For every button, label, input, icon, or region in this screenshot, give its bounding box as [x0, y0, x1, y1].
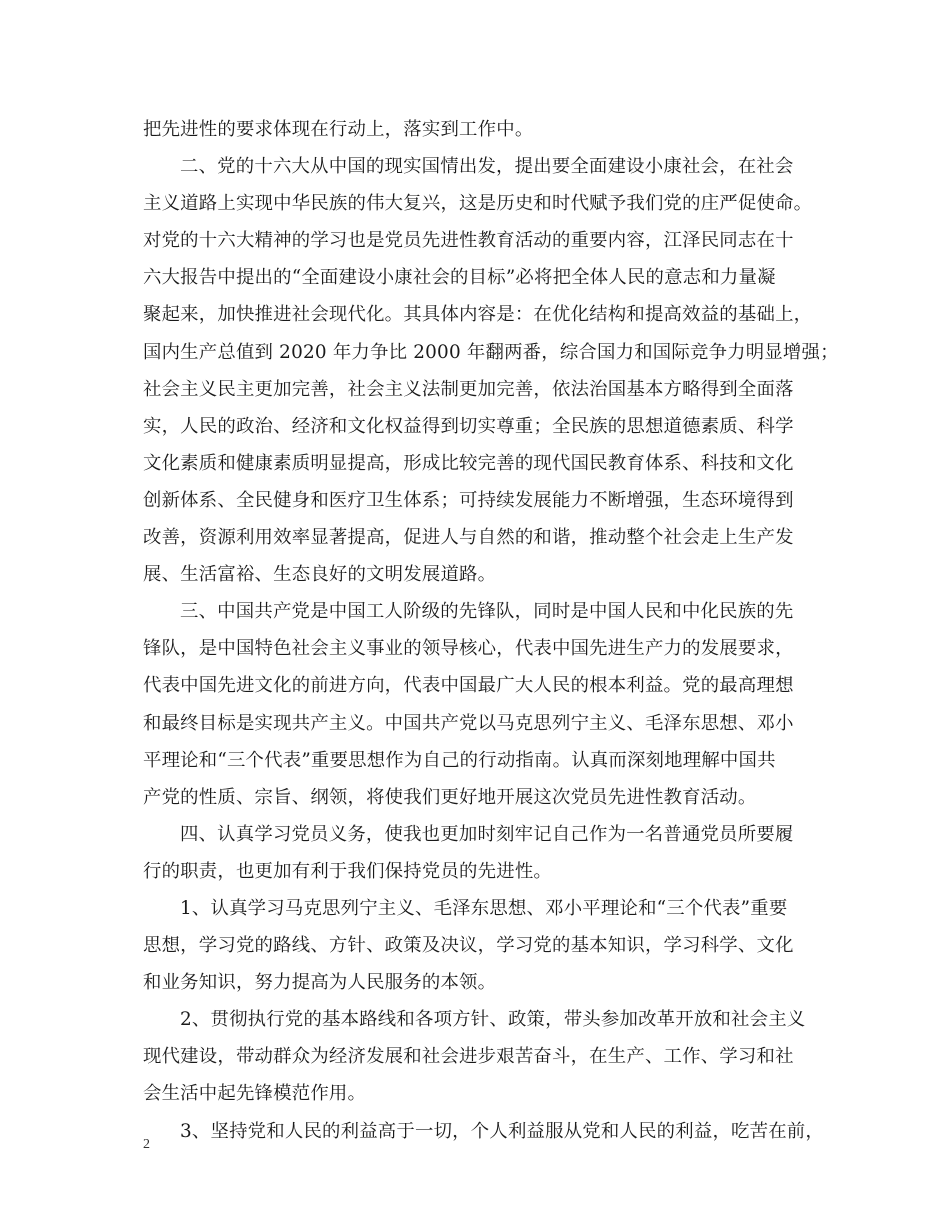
- page-number: 2: [143, 1137, 150, 1152]
- text-line: 思想，学习党的路线、方针、政策及决议，学习党的基本知识，学习科学、文化: [143, 935, 794, 957]
- text-line: 四、认真学习党员义务，使我也更加时刻牢记自己作为一名普通党员所要履: [180, 823, 794, 845]
- text-line: 文化素质和健康素质明显提高，形成比较完善的现代国民教育体系、科技和文化: [143, 452, 794, 474]
- text-line: 主义道路上实现中华民族的伟大复兴，这是历史和时代赋予我们党的庄严促使命。: [143, 193, 813, 215]
- text-line: 国内生产总值到 2020 年力争比 2000 年翻两番，综合国力和国际竞争力明显增强；: [143, 341, 839, 363]
- text-line: 三、中国共产党是中国工人阶级的先锋队，同时是中国人民和中化民族的先: [180, 601, 794, 623]
- document-body: [143, 116, 839, 1155]
- text-line: 现代建设，带动群众为经济发展和社会进步艰苦奋斗，在生产、工作、学习和社: [143, 1046, 794, 1068]
- text-line: 社会主义民主更加完善，社会主义法制更加完善，依法治国基本方略得到全面落: [143, 378, 794, 400]
- text-line: 展、生活富裕、生态良好的文明发展道路。: [143, 564, 497, 586]
- text-line: 3、坚持党和人民的利益高于一切，个人利益服从党和人民的利益，吃苦在前，: [180, 1120, 824, 1142]
- text-line: 把先进性的要求体现在行动上，落实到工作中。: [143, 119, 534, 140]
- text-line: 聚起来，加快推进社会现代化。其具体内容是：在优化结构和提高效益的基础上，: [143, 304, 813, 326]
- text-line: 和业务知识，努力提高为人民服务的本领。: [143, 972, 497, 994]
- text-line: 创新体系、全民健身和医疗卫生体系；可持续发展能力不断增强，生态环境得到: [143, 489, 794, 511]
- text-line: 2、贯彻执行党的基本路线和各项方针、政策，带头参加改革开放和社会主义: [180, 1009, 806, 1031]
- text-line: 会生活中起先锋模范作用。: [143, 1083, 367, 1105]
- text-line: 行的职责，也更加有利于我们保持党员的先进性。: [143, 860, 552, 882]
- text-line: 二、党的十六大从中国的现实国情出发，提出要全面建设小康社会，在社会: [180, 156, 794, 178]
- text-line: 六大报告中提出的“全面建设小康社会的目标”必将把全体人民的意志和力量凝: [143, 267, 776, 289]
- text-line: 对党的十六大精神的学习也是党员先进性教育活动的重要内容，江泽民同志在十: [143, 230, 794, 252]
- text-line: 1、认真学习马克思列宁主义、毛泽东思想、邓小平理论和“三个代表”重要: [180, 897, 788, 919]
- text-line: 锋队，是中国特色社会主义事业的领导核心，代表中国先进生产力的发展要求，: [143, 638, 794, 660]
- text-line: 实，人民的政治、经济和文化权益得到切实尊重；全民族的思想道德素质、科学: [143, 415, 794, 437]
- text-line: 和最终目标是实现共产主义。中国共产党以马克思列宁主义、毛泽东思想、邓小: [143, 712, 794, 734]
- text-line: 改善，资源利用效率显著提高，促进人与自然的和谐，推动整个社会走上生产发: [143, 527, 794, 549]
- text-line: 产党的性质、宗旨、纲领，将使我们更好地开展这次党员先进性教育活动。: [143, 786, 757, 808]
- text-line: 代表中国先进文化的前进方向，代表中国最广大人民的根本利益。党的最高理想: [143, 675, 794, 697]
- text-line: 平理论和“三个代表”重要思想作为自己的行动指南。认真而深刻地理解中国共: [143, 749, 776, 771]
